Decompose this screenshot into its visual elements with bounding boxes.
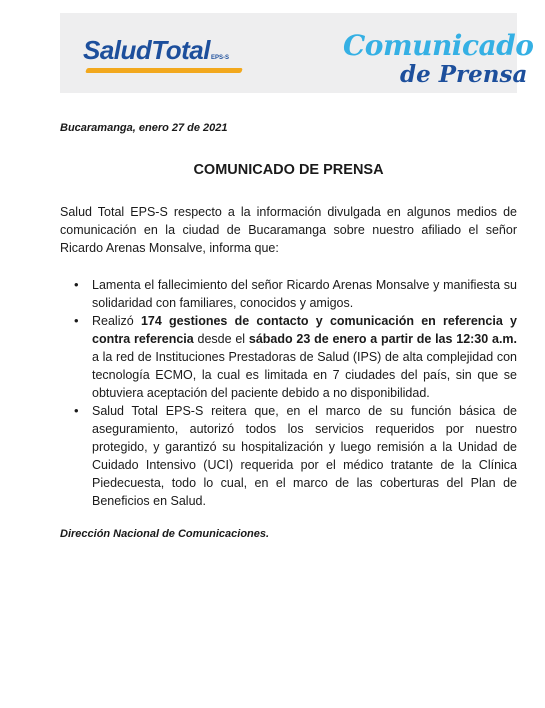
logo-suffix: EPS-S: [210, 55, 229, 61]
badge-line-1: Comunicado: [343, 29, 534, 62]
bullet-list: [60, 276, 517, 510]
bullet-item-1: • Lamenta el fallecimiento del señor Ricardo Arenas Monsalve y manifiesta su solidaridad con familiares, conocidos y amigos.: [60, 276, 517, 312]
bullet-item-2: [60, 312, 517, 402]
bullet-2-text-3: a la red de Instituciones Prestadoras de Salud (IPS) de alta complejidad con tecnología ECMO, la cual es limitada en 7 ciudades del país, sin que se obtuviera aceptación del paciente debido a no disponibilidad.: [92, 350, 517, 400]
bullet-item-3: • Salud Total EPS-S reitera que, en el marco de su función básica de aseguramiento, autorizó todos los servicios requeridos por nuestro protegido, y garantizó su hospitalización y luego remisión a la Unidad de Cuidado Intensivo (UCI) requerida por el médico tratante de la Clínica Piedecuesta, todo lo cual, en el marco de las coberturas del Plan de Beneficios en Salud.: [60, 402, 517, 510]
bullet-2-bold-2: sábado 23 de enero a partir de las 12:30 a.m.: [248, 332, 518, 346]
bullet-2-bold-1: 174 gestiones de contacto y comunicación en referencia y contra referencia: [92, 314, 517, 346]
bullet-2-text-1: Realizó: [92, 314, 141, 328]
logo-text: SaludTotal: [83, 35, 210, 65]
logo-swoosh: [85, 68, 243, 73]
badge-line-2: de Prensa: [400, 61, 528, 88]
document-title: COMUNICADO DE PRENSA: [193, 162, 384, 178]
header-banner: [60, 13, 534, 93]
bullet-2-text-2: desde el: [193, 332, 249, 346]
salud-total-logo: [83, 35, 229, 66]
date-line: Bucaramanga, enero 27 de 2021: [60, 122, 228, 134]
intro-paragraph: Salud Total EPS-S respecto a la información divulgada en algunos medios de comunicación en la ciudad de Bucaramanga sobre nuestro afiliado el señor Ricardo Arenas Monsalve, informa que:: [60, 205, 517, 255]
signature-line: Dirección Nacional de Comunicaciones.: [60, 528, 270, 540]
